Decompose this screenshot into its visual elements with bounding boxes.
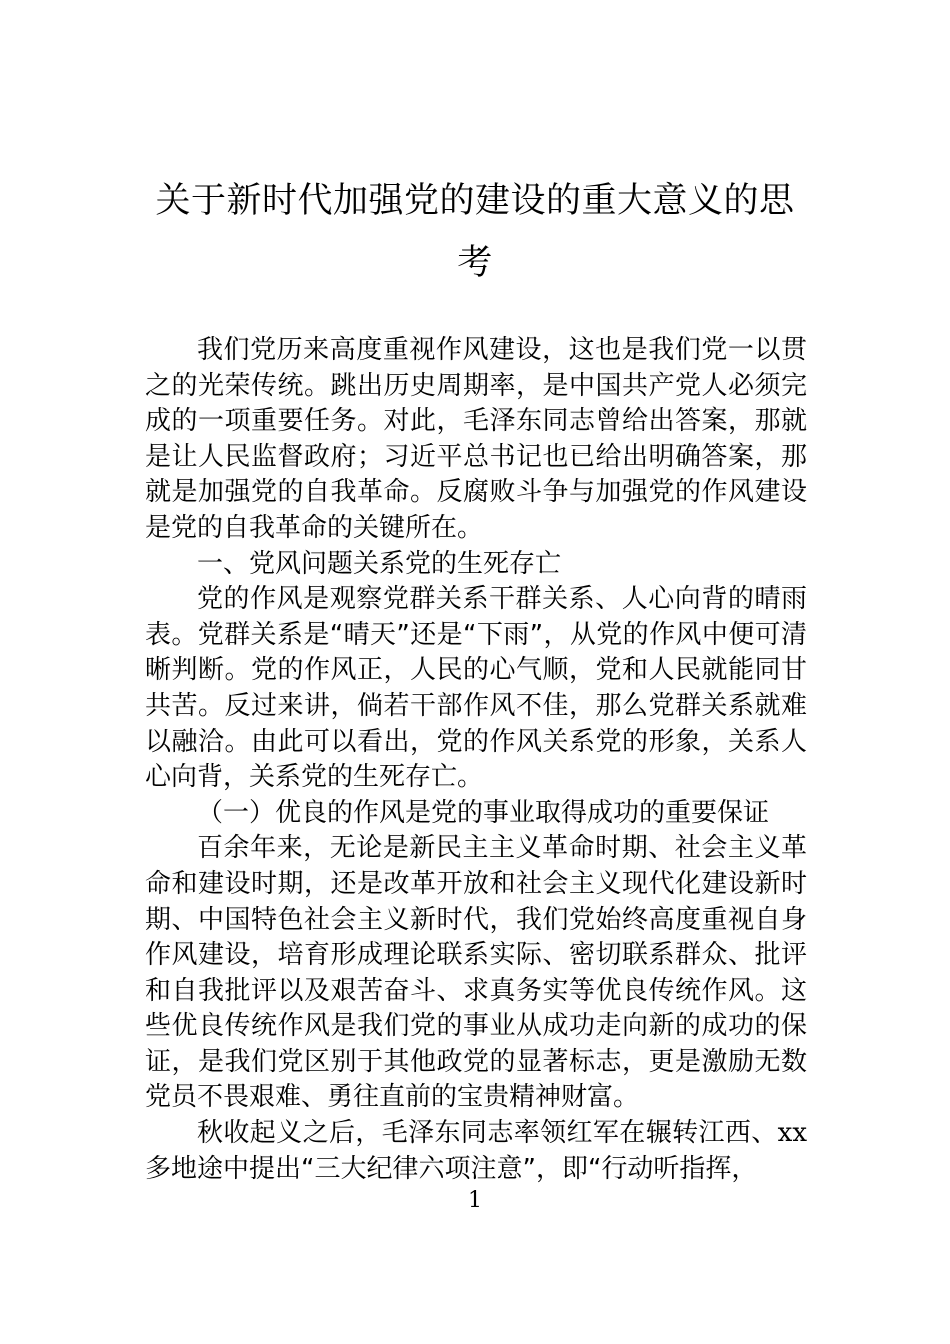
section-1-paragraph: 党的作风是观察党群关系干群关系、人心向背的晴雨表。党群关系是“晴天”还是“下雨”，从党的作风中便可清晰判断。党的作风正，人民的心气顺，党和人民就能同甘共苦。反过来讲，倘若干部作风不佳，那么党群关系就难以融洽。由此可以看出，党的作风关系党的形象，关系人心向背，关系党的生死存亡。 <box>145 584 807 793</box>
paragraph-text-start: 秋收起义之后，毛泽东同志率领红军在辗转江西、 <box>197 1118 778 1149</box>
autumn-uprising-paragraph <box>145 1116 807 1187</box>
subsection-heading-1: （一）优良的作风是党的事业取得成功的重要保证 <box>197 797 770 828</box>
paragraph-text-end: 多地途中提出“三大纪律六项注意”，即“行动听指挥， <box>145 1153 758 1184</box>
section-heading-1: 一、党风问题关系党的生死存亡 <box>197 548 562 579</box>
subsection-1-paragraph: 百余年来，无论是新民主主义革命时期、社会主义革命和建设时期，还是改革开放和社会主义现代化建设新时期、中国特色社会主义新时代，我们党始终高度重视自身作风建设，培育形成理论联系实际、密切联系群众、批评和自我批评以及艰苦奋斗、求真务实等优良传统作风。这些优良传统作风是我们党的事业从成功走向新的成功的保证，是我们党区别于其他政党的显著标志，更是激励无数党员不畏艰难、勇往直前的宝贵精神财富。 <box>145 833 807 1113</box>
page-number: 1 <box>468 1188 482 1213</box>
intro-paragraph: 我们党历来高度重视作风建设，这也是我们党一以贯之的光荣传统。跳出历史周期率，是中国共产党人必须完成的一项重要任务。对此，毛泽东同志曾给出答案，那就是让人民监督政府；习近平总书记也已给出明确答案，那就是加强党的自我革命。反腐败斗争与加强党的作风建设是党的自我革命的关键所在。 <box>145 335 807 543</box>
document-body <box>145 333 807 1187</box>
document-title: 关于新时代加强党的建设的重大意义的思考 <box>155 181 795 283</box>
paragraph-number: xx <box>777 1118 807 1149</box>
